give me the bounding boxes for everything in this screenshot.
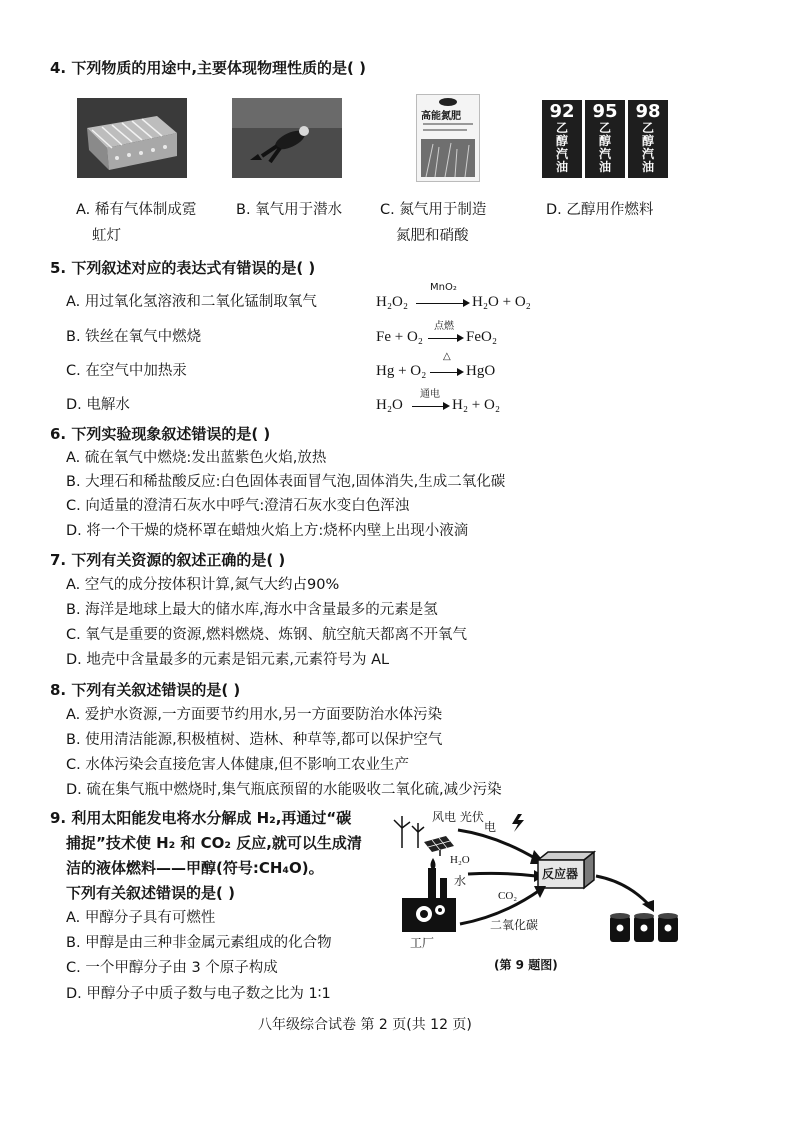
wind-turbine-icon xyxy=(394,816,424,848)
q7-option-a: A. 空气的成分按体积计算,氮气大约占90% xyxy=(66,577,340,593)
q5-a-arrow xyxy=(416,303,468,304)
q9-stem-line3: 洁的液体燃料——甲醇(符号:CH₄O)。 xyxy=(66,859,324,877)
figure-caption: (第 9 题图) xyxy=(494,958,558,972)
q9-diagram xyxy=(388,806,688,976)
q6-stem: 6. 下列实验现象叙述错误的是( ) xyxy=(50,425,271,443)
q5-d-condition: 通电 xyxy=(420,389,440,400)
factory-label: 工厂 xyxy=(410,936,435,950)
q4-stem: 4. 下列物质的用途中,主要体现物理性质的是( ) xyxy=(50,59,366,77)
q5-c-products: HgO xyxy=(466,363,496,379)
q9-option-c: C. 一个甲醇分子由 3 个原子构成 xyxy=(66,960,278,976)
fuel-grade-signs xyxy=(542,100,668,178)
q5-option-c: C. 在空气中加热汞 xyxy=(66,363,187,379)
q5-a-reactants: H₂O₂ xyxy=(376,294,409,310)
q8-option-b: B. 使用清洁能源,积极植树、造林、种草等,都可以保护空气 xyxy=(66,732,443,748)
q5-b-arrow xyxy=(428,338,462,339)
q7-option-b: B. 海洋是地球上最大的储水库,海水中含量最多的元素是氢 xyxy=(66,602,438,618)
q4-option-c: C. 氮气用于制造 xyxy=(380,202,487,218)
q5-c-arrow xyxy=(430,372,462,373)
q5-d-arrow xyxy=(412,406,448,407)
water-formula-label: H₂O xyxy=(450,854,470,866)
fuel-sign-98: 98 乙醇汽油 xyxy=(628,100,668,178)
q5-stem: 5. 下列叙述对应的表达式有错误的是( ) xyxy=(50,259,316,277)
q6-option-d: D. 将一个干燥的烧杯罩在蜡烛火焰上方:烧杯内壁上出现小液滴 xyxy=(66,523,469,539)
q5-b-condition: 点燃 xyxy=(434,321,454,332)
factory-icon xyxy=(402,868,456,932)
q5-c-condition: △ xyxy=(443,351,451,362)
q9-stem-line2: 捕捉”技术使 H₂ 和 CO₂ 反应,就可以生成清 xyxy=(66,834,362,852)
q4-option-a-cont: 虹灯 xyxy=(92,228,121,244)
neon-sign-photo xyxy=(77,98,187,178)
q5-a-condition: MnO₂ xyxy=(430,282,457,293)
q5-b-reactants: Fe + O₂ xyxy=(376,329,424,345)
q5-d-products: H₂ + O₂ xyxy=(452,397,501,413)
q5-b-products: FeO₂ xyxy=(466,329,498,345)
q8-option-a: A. 爱护水资源,一方面要节约用水,另一方面要防治水体污染 xyxy=(66,707,443,723)
wind-solar-label: 风电 光伏 xyxy=(432,810,484,824)
solar-panel-icon xyxy=(424,836,454,856)
q5-d-reactants: H₂O xyxy=(376,397,403,413)
q6-option-c: C. 向适量的澄清石灰水中呼气:澄清石灰水变白色浑浊 xyxy=(66,498,410,514)
q8-option-c: C. 水体污染会直接危害人体健康,但不影响工农业生产 xyxy=(66,757,409,773)
q6-option-b: B. 大理石和稀盐酸反应:白色固体表面冒气泡,固体消失,生成二氧化碳 xyxy=(66,474,506,490)
fuel-sign-92: 92 乙醇汽油 xyxy=(542,100,582,178)
q8-option-d: D. 硫在集气瓶中燃烧时,集气瓶底预留的水能吸收二氧化硫,减少污染 xyxy=(66,782,502,798)
fertilizer-bag-photo xyxy=(416,94,480,182)
q4-option-a: A. 稀有气体制成霓 xyxy=(76,202,197,218)
q9-stem-line4: 下列有关叙述错误的是( ) xyxy=(66,884,235,902)
q5-option-b: B. 铁丝在氧气中燃烧 xyxy=(66,329,202,345)
q4-option-b: B. 氧气用于潜水 xyxy=(236,202,343,218)
lightning-icon xyxy=(512,814,524,832)
q4-option-c-cont: 氮肥和硝酸 xyxy=(396,228,469,244)
fuel-sign-95: 95 乙醇汽油 xyxy=(585,100,625,178)
co2-label: 二氧化碳 xyxy=(490,918,539,932)
reactor-label: 反应器 xyxy=(542,867,579,881)
water-label: 水 xyxy=(454,874,467,888)
q8-stem: 8. 下列有关叙述错误的是( ) xyxy=(50,681,241,699)
q6-option-a: A. 硫在氧气中燃烧:发出蓝紫色火焰,放热 xyxy=(66,450,327,466)
q5-a-products: H₂O + O₂ xyxy=(472,294,531,310)
q4-option-d: D. 乙醇用作燃料 xyxy=(546,202,654,218)
q7-option-c: C. 氧气是重要的资源,燃料燃烧、炼钢、航空航天都离不开氧气 xyxy=(66,627,467,643)
diver-photo xyxy=(232,98,342,178)
q5-c-reactants: Hg + O₂ xyxy=(376,363,427,379)
fertilizer-label: 高能氮肥 xyxy=(421,111,461,122)
page-footer: 八年级综合试卷 第 2 页(共 12 页) xyxy=(258,1017,472,1033)
electricity-label: 电 xyxy=(484,820,497,834)
q9-option-a: A. 甲醇分子具有可燃性 xyxy=(66,910,216,926)
q7-stem: 7. 下列有关资源的叙述正确的是( ) xyxy=(50,551,286,569)
q9-option-b: B. 甲醇是由三种非金属元素组成的化合物 xyxy=(66,935,332,951)
q5-option-d: D. 电解水 xyxy=(66,397,130,413)
co2-formula-label: CO₂ xyxy=(498,890,518,902)
q7-option-d: D. 地壳中含量最多的元素是铝元素,元素符号为 AL xyxy=(66,652,390,668)
q5-option-a: A. 用过氧化氢溶液和二氧化锰制取氧气 xyxy=(66,294,317,310)
q9-stem-line1: 9. 利用太阳能发电将水分解成 H₂,再通过“碳 xyxy=(50,809,352,827)
fuel-barrels-icon xyxy=(610,913,678,942)
q9-option-d: D. 甲醇分子中质子数与电子数之比为 1∶1 xyxy=(66,986,331,1002)
